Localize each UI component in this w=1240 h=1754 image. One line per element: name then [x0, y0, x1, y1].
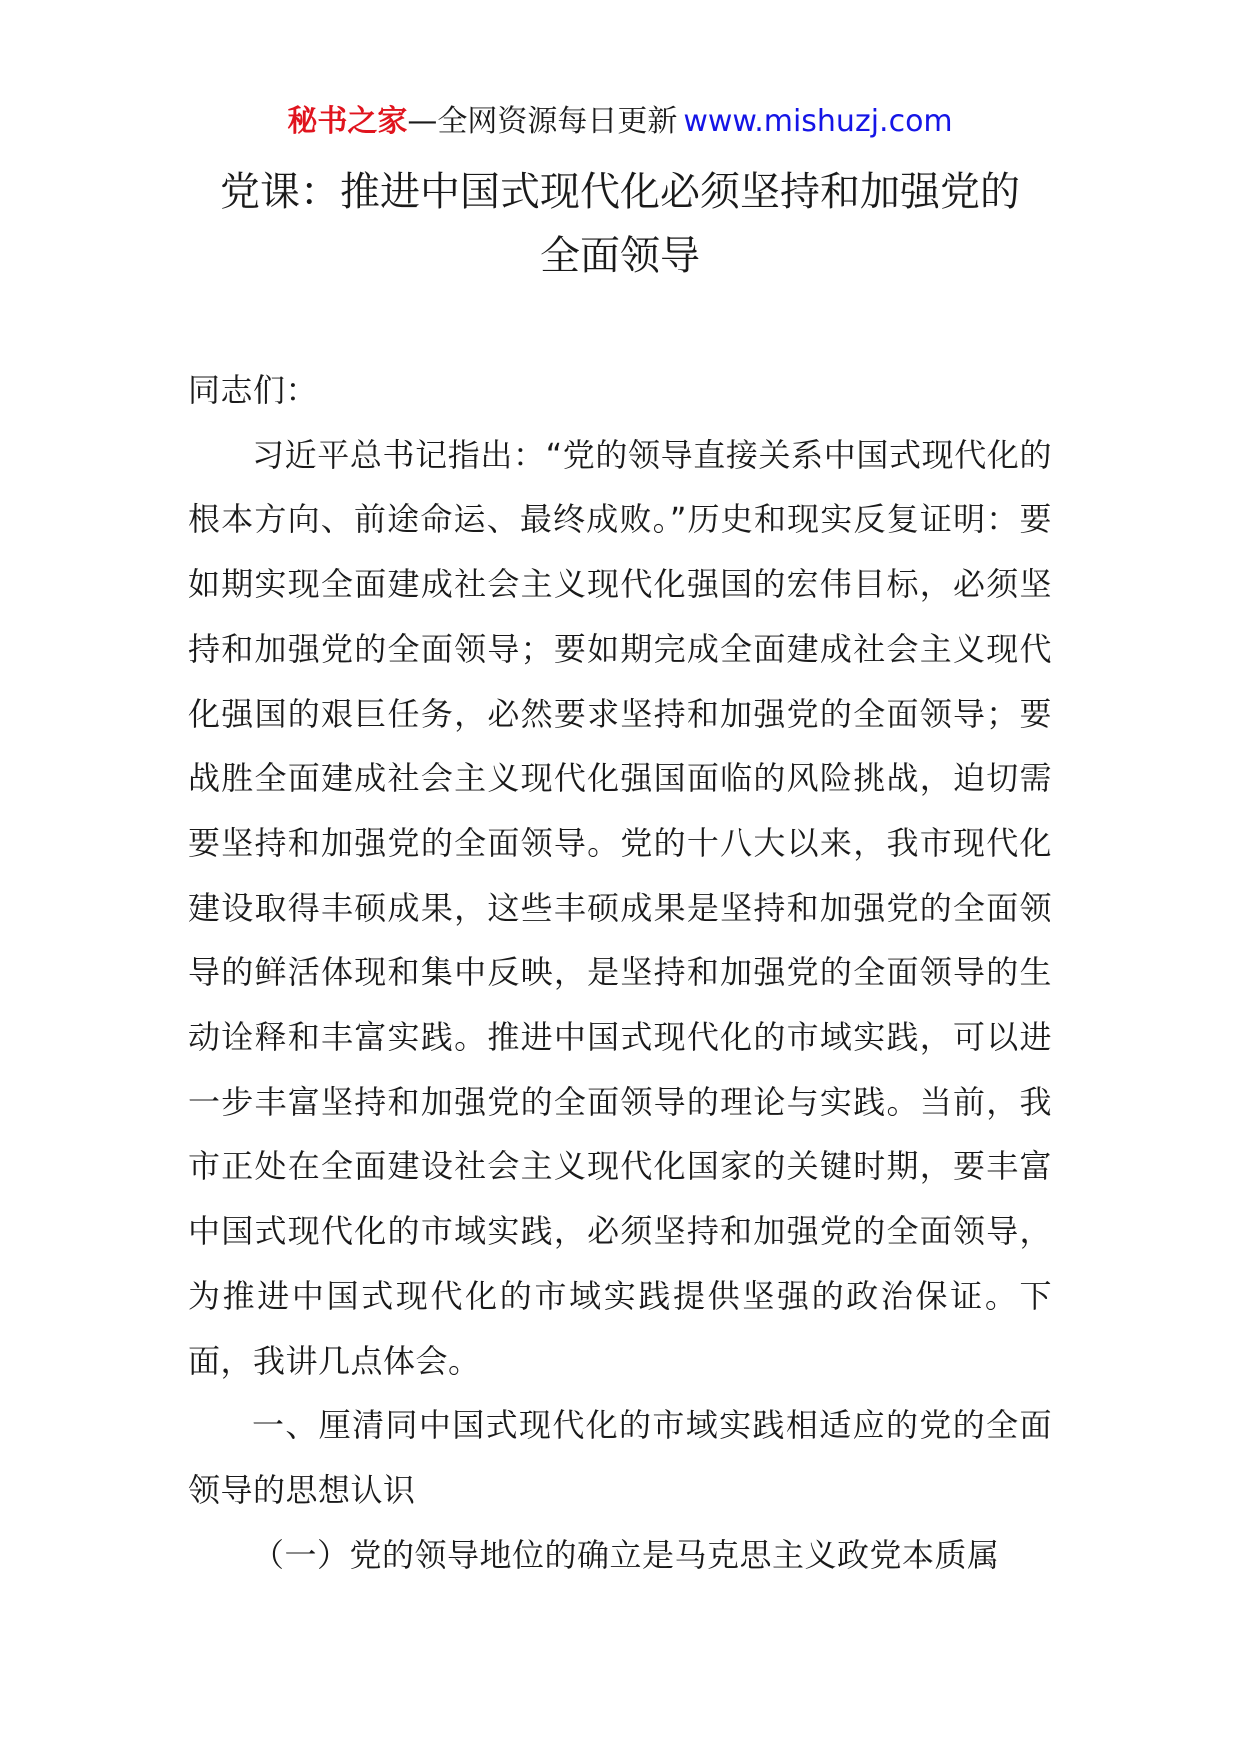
section-heading-1: 一、厘清同中国式现代化的市域实践相适应的党的全面领导的思想认识 [188, 1406, 1052, 1509]
document-title-line-1: 党课：推进中国式现代化必须坚持和加强党的 [220, 169, 1020, 215]
brand-name: 秘书之家 [287, 104, 408, 139]
paragraph-1: 习近平总书记指出：“党的领导直接关系中国式现代化的根本方向、前途命运、最终成败。”历史和现实反复证明：要如期实现全面建成社会主义现代化强国的宏伟目标，必须坚持和加强党的全面领导；要如期完成全面建成社会主义现代化强国的艰巨任务，必然要求坚持和加强党的全面领导；要战胜全面建成社会主义现代化强国面临的风险挑战，迫切需要坚持和加强党的全面领导。党的十八大以来，我市现代化建设取得丰硕成果，这些丰硕成果是坚持和加强党的全面领导的鲜活体现和集中反映，是坚持和加强党的全面领导的生动诠释和丰富实践。推进中国式现代化的市域实践，可以进一步丰富坚持和加强党的全面领导的理论与实践。当前，我市正处在全面建设社会主义现代化国家的关键时期，要丰富中国式现代化的市域实践，必须坚持和加强党的全面领导，为推进中国式现代化的市域实践提供坚强的政治保证。下面，我讲几点体会。 [188, 435, 1052, 1380]
document-body [188, 358, 1052, 1587]
header-tagline: —全网资源每日更新 [407, 104, 678, 139]
subsection-heading-1: （一）党的领导地位的确立是马克思主义政党本质属 [252, 1535, 1000, 1574]
document-title [140, 160, 1100, 288]
site-url-link[interactable]: www.mishuzj.com [683, 104, 953, 139]
greeting: 同志们： [188, 371, 319, 409]
site-header-banner [0, 100, 1240, 144]
document-title-line-2: 全面领导 [540, 233, 700, 279]
